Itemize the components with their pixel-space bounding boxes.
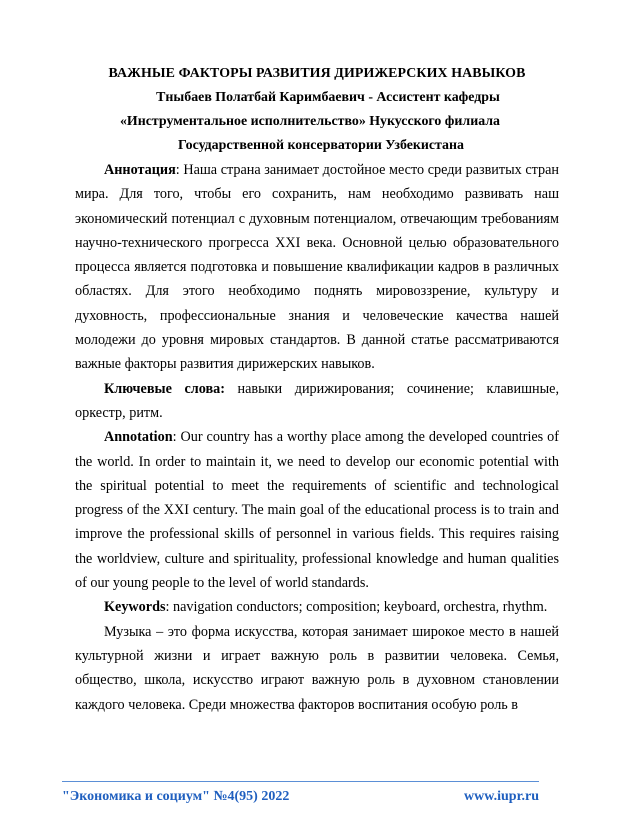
body-paragraph: Музыка – это форма искусства, которая занимает широкое место в нашей культурной жизни и играет важную роль в развитии человека. Семья, общество, школа, искусство играют важную роль в духовном становлении каждого человека. Среди множества факторов воспитания особую роль в	[75, 623, 559, 713]
author-line-3: Государственной консерватории Узбекистана	[178, 138, 464, 153]
keywords-ru-label: Ключевые слова:	[104, 380, 225, 397]
annotation-en	[75, 425, 559, 595]
keywords-ru	[75, 377, 559, 426]
author-line-2: «Инструментальное исполнительство» Нукусского филиала	[119, 114, 501, 129]
annotation-ru-text: : Наша страна занимает достойное место среди развитых стран мира. Для того, чтобы его сохранить, нам необходимо развивать наш экономический потенциал с духовным потенциалом, отвечающим требованиям научно-технического прогресса XXI века. Основной целью образовательного процесса является подготовка и повышение квалификации кадров в различных областях. Для этого необходимо поднять мировоззрение, культуру и духовность, профессиональные знания и человеческие качества нашей молодежи до уровня мировых стандартов. В данной статье рассматриваются важные факторы развития дирижерских навыков.	[75, 162, 559, 373]
keywords-en-text: : navigation conductors; composition; keyboard, orchestra, rhythm.	[165, 599, 548, 616]
annotation-en-text: : Our country has a worthy place among the developed countries of the world. In order to maintain it, we need to develop our economic potential with the spiritual potential to meet the requirements of scientific and technological progress of the XXI century. The main goal of the educational process is to train and improve the professional skills of personnel in various fields. This requires raising the worldview, culture and spirituality, professional knowledge and human qualities of our young people to the level of world standards.	[75, 429, 559, 592]
article-page	[75, 62, 559, 717]
keywords-en-label: Keywords	[104, 599, 166, 616]
annotation-en-label: Annotation	[104, 429, 173, 446]
author-line-1: Тныбаев Полатбай Каримбаевич - Ассистент кафедры	[156, 90, 500, 105]
footer-website[interactable]: www.iupr.ru	[464, 789, 539, 804]
footer-rule	[62, 781, 539, 782]
annotation-ru-label: Аннотация	[104, 162, 176, 178]
keywords-en	[75, 595, 559, 619]
keywords-ru-text: навыки дирижирования; сочинение; клавишные, оркестр, ритм.	[75, 380, 559, 421]
article-title: ВАЖНЫЕ ФАКТОРЫ РАЗВИТИЯ ДИРИЖЕРСКИХ НАВЫКОВ	[108, 66, 526, 81]
annotation-ru	[75, 158, 559, 377]
footer-journal: "Экономика и социум" №4(95) 2022	[62, 789, 290, 804]
